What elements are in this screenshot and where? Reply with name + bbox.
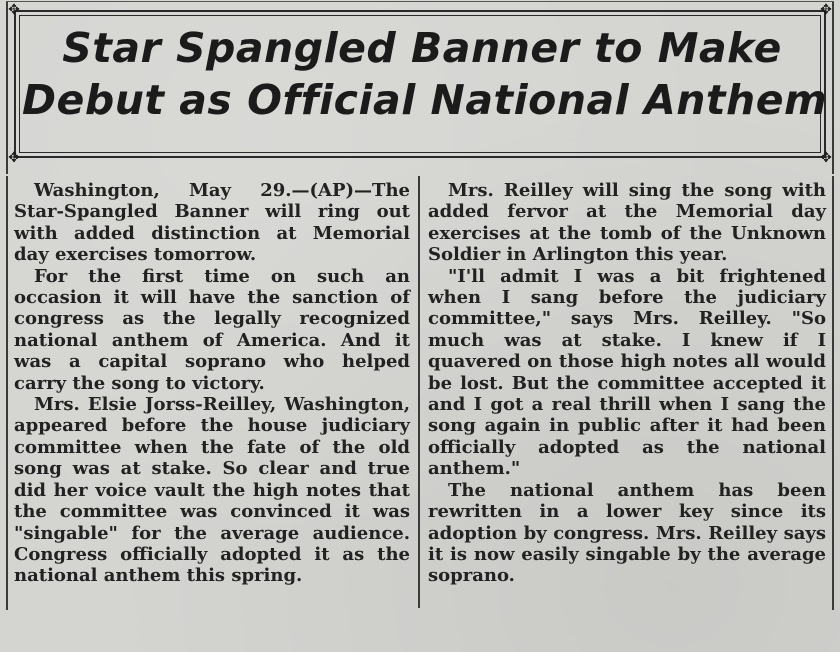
corner-ornament-icon: ✥ [8, 2, 20, 18]
paragraph: Mrs. Elsie Jorss-Reilley, Washington, appeared before the house judiciary committee when the fate of the old song was at stake. So clear and true did her voice vault the high notes that the committee was convinced it was "singable" for the average audience. Congress officially adopted it as the national anthem this spring. [14, 394, 410, 587]
right-edge-rule [832, 176, 834, 610]
right-edge-rule-top [832, 2, 834, 174]
headline-line-2: Debut as Official National Anthem [22, 76, 828, 124]
top-rule [6, 1, 834, 2]
corner-ornament-icon: ✥ [820, 150, 832, 166]
corner-ornament-icon: ✥ [8, 150, 20, 166]
paragraph: The national anthem has been rewritten in a lower key since its adoption by congress. Mrs. Reilley says it is now easily singable by the average soprano. [428, 479, 826, 587]
right-column [428, 180, 826, 587]
left-column [14, 180, 410, 587]
headline-line-1: Star Spangled Banner to Make [62, 24, 782, 72]
paragraph: "I'll admit I was a bit frightened when I sang before the judiciary committee," says Mrs. Reilley. "So much was at stake. I knew if I quavered on those high notes all would be lost. But the committee accepted it and I got a real thrill when I sang the song again in public after it had been officially adopted as the national anthem." [428, 265, 826, 480]
corner-ornament-icon: ✥ [820, 2, 832, 18]
left-edge-rule-top [6, 2, 8, 174]
paragraph: Washington, May 29.—(AP)—The Star-Spangled Banner will ring out with added distinction at Memorial day exercises tomorrow. [14, 180, 410, 266]
paragraph: Mrs. Reilley will sing the song with added fervor at the Memorial day exercises at the tomb of the Unknown Soldier in Arlington this year. [428, 180, 826, 266]
paragraph: For the first time on such an occasion it will have the sanction of congress as the legally recognized national anthem of America. And it was a capital soprano who helped carry the song to victory. [14, 265, 410, 394]
article-headline [22, 22, 828, 126]
column-divider [418, 176, 420, 608]
left-edge-rule [6, 176, 8, 610]
